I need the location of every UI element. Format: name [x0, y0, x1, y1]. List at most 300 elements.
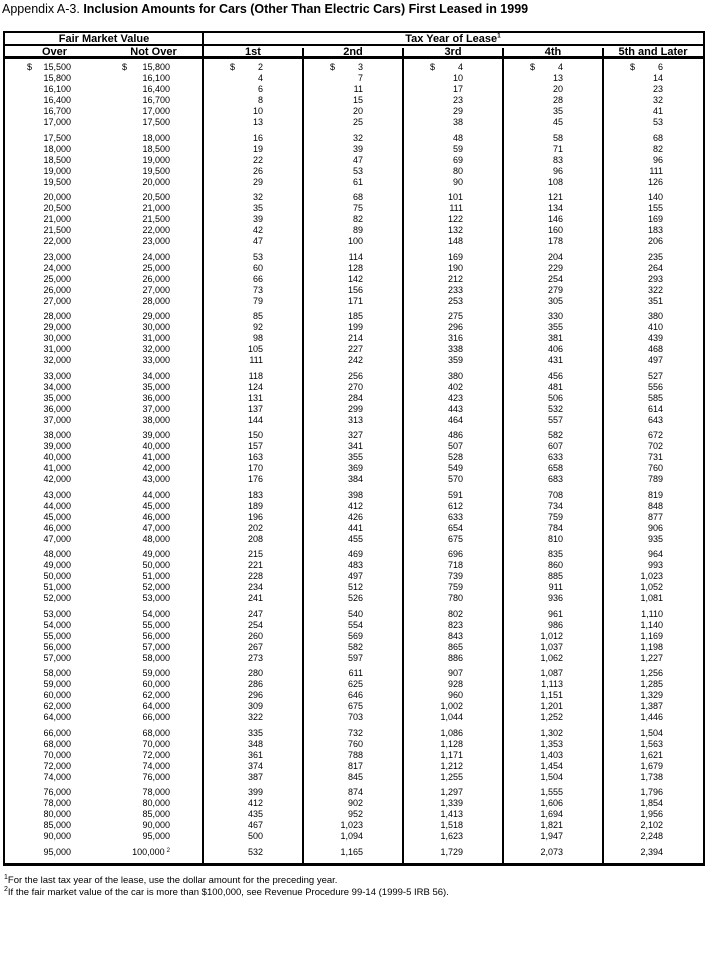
tax-amount-cell	[603, 344, 703, 355]
over-cell	[5, 430, 104, 441]
tax-amount-cell	[503, 117, 603, 128]
cell-value: 467	[247, 820, 263, 830]
cell-value: 361	[247, 749, 263, 760]
cell-value: 527	[647, 370, 663, 381]
not-over-cell	[104, 117, 203, 128]
cell-value: 23	[452, 95, 463, 105]
cell-value: 2,248	[640, 831, 663, 841]
tax-amount-cell	[403, 177, 503, 188]
not-over-cell	[104, 225, 203, 236]
cell-value: 221	[247, 560, 263, 570]
cell-value: 40,000	[142, 441, 170, 451]
not-over-cell	[104, 679, 203, 690]
cell-value: 199	[347, 322, 363, 332]
cell-value: 2,102	[640, 820, 663, 830]
cell-value: 1,297	[440, 787, 463, 797]
cell-value: 355	[347, 452, 363, 462]
tax-amount-cell	[603, 106, 703, 117]
cell-value: 66	[252, 273, 263, 284]
cell-value: 58	[552, 132, 563, 143]
cell-value: 1,353	[540, 738, 563, 749]
tax-amount-cell	[403, 593, 503, 604]
cell-value: 22	[252, 154, 263, 165]
over-cell	[5, 296, 104, 307]
cell-value: 16,700	[142, 95, 170, 105]
cell-value: 1,227	[640, 652, 663, 663]
cell-value: 82	[352, 214, 363, 224]
tax-amount-cell	[203, 430, 303, 441]
cell-value: 17,500	[142, 117, 170, 127]
cell-value: 82	[652, 143, 663, 154]
table-row	[5, 701, 703, 712]
cell-value: 348	[247, 738, 263, 749]
cell-value: 51,000	[142, 571, 170, 581]
cell-value: 49,000	[142, 549, 170, 559]
cell-value: 21,000	[43, 214, 71, 224]
over-cell	[5, 106, 104, 117]
cell-value: 19,000	[142, 154, 170, 165]
cell-value: 591	[447, 489, 463, 500]
row-group	[5, 609, 703, 664]
tax-amount-cell	[503, 144, 603, 155]
not-over-cell	[104, 393, 203, 404]
cell-value: 11	[353, 84, 363, 94]
cell-value: 439	[647, 333, 663, 343]
cell-value: 468	[647, 344, 663, 354]
tax-amount-cell	[503, 177, 603, 188]
cell-value: 4	[257, 73, 263, 83]
cell-value: 582	[547, 430, 563, 440]
tax-amount-cell	[203, 787, 303, 798]
cell-value: 46,000	[43, 522, 71, 533]
cell-value: 26,000	[43, 284, 71, 295]
cell-value: 170	[247, 463, 263, 473]
table-row	[5, 225, 703, 236]
cell-value: 355	[547, 322, 563, 332]
cell-value: 242	[347, 355, 363, 365]
row-group	[5, 311, 703, 366]
over-cell	[5, 62, 104, 73]
tax-amount-cell	[203, 739, 303, 750]
tax-amount-cell	[603, 144, 703, 155]
cell-value: 718	[447, 560, 463, 570]
tax-amount-cell	[403, 296, 503, 307]
tax-amount-cell	[203, 452, 303, 463]
cell-value: 1,956	[640, 809, 663, 819]
over-cell	[5, 344, 104, 355]
tax-amount-cell	[503, 668, 603, 679]
tax-amount-cell	[503, 728, 603, 739]
tax-amount-cell	[503, 73, 603, 84]
tax-amount-cell	[403, 631, 503, 642]
over-cell	[5, 631, 104, 642]
tax-amount-cell	[203, 728, 303, 739]
tax-amount-cell	[203, 415, 303, 426]
cell-value: 156	[347, 284, 363, 295]
table-row	[5, 571, 703, 582]
column-divider	[602, 48, 604, 863]
tax-amount-cell	[503, 355, 603, 366]
over-cell	[5, 155, 104, 166]
cell-value: 299	[347, 403, 363, 414]
cell-value: 47,000	[43, 533, 71, 544]
table-header-row-1	[5, 33, 703, 46]
cell-value: 43,000	[142, 474, 170, 484]
cell-value: 64,000	[43, 712, 71, 722]
over-cell	[5, 236, 104, 247]
cell-value: 83	[552, 154, 563, 165]
table-row	[5, 192, 703, 203]
cell-value: 322	[247, 712, 263, 722]
cell-value: 819	[647, 489, 663, 500]
tax-amount-cell	[303, 404, 403, 415]
cell-value: 54,000	[142, 608, 170, 619]
cell-value: 759	[447, 582, 463, 592]
tax-amount-cell	[603, 203, 703, 214]
not-over-cell	[104, 236, 203, 247]
tax-amount-cell	[203, 144, 303, 155]
cell-value: 208	[247, 533, 263, 544]
cell-value: 85,000	[142, 809, 170, 819]
tax-amount-cell	[203, 501, 303, 512]
cell-value: 142	[347, 273, 363, 284]
tax-amount-cell	[503, 690, 603, 701]
cell-value: 228	[247, 571, 263, 581]
cell-value: 50,000	[43, 571, 71, 581]
cell-value: 1,062	[540, 652, 563, 663]
tax-amount-cell	[403, 322, 503, 333]
cell-value: 952	[347, 809, 363, 819]
cell-value: 155	[647, 203, 663, 213]
cell-value: 57,000	[43, 652, 71, 663]
cell-value: 74,000	[43, 771, 71, 782]
cell-value: 1,854	[640, 798, 663, 808]
not-over-cell	[104, 73, 203, 84]
over-cell	[5, 285, 104, 296]
cell-value: 381	[547, 333, 563, 343]
tax-amount-cell	[203, 192, 303, 203]
cell-value: 387	[247, 771, 263, 782]
table-row	[5, 593, 703, 604]
cell-value: 30,000	[43, 333, 71, 343]
tax-amount-cell	[403, 798, 503, 809]
cell-value: 20	[552, 84, 563, 94]
cell-value: 30,000	[142, 322, 170, 332]
tax-amount-cell	[203, 690, 303, 701]
cell-value: 53	[652, 117, 663, 127]
cell-value: 80	[452, 165, 463, 176]
tax-amount-cell	[503, 225, 603, 236]
table-row	[5, 393, 703, 404]
tax-amount-cell	[203, 847, 303, 858]
cell-value: 703	[347, 712, 363, 722]
tax-amount-cell	[603, 653, 703, 664]
cell-value: 27,000	[43, 295, 71, 306]
cell-value: 313	[347, 414, 363, 425]
cell-value: 1,694	[540, 809, 563, 819]
tax-amount-cell	[303, 274, 403, 285]
tax-amount-cell	[303, 452, 403, 463]
tax-amount-cell	[403, 679, 503, 690]
not-over-cell	[104, 263, 203, 274]
dollar-sign: $	[230, 62, 236, 72]
cell-value: 426	[347, 511, 363, 522]
cell-value: 760	[647, 463, 663, 473]
cell-value: 1,563	[640, 738, 663, 749]
cell-value: 176	[247, 474, 263, 484]
not-over-cell	[104, 534, 203, 545]
tax-amount-cell	[503, 393, 603, 404]
tax-amount-cell	[203, 831, 303, 842]
tax-amount-cell	[303, 166, 403, 177]
cell-value: 14	[652, 73, 663, 83]
cell-value: 35,000	[43, 392, 71, 403]
over-cell	[5, 84, 104, 95]
table-row	[5, 474, 703, 485]
cell-value: 554	[347, 619, 363, 630]
cell-value: 1,796	[640, 787, 663, 797]
cell-value: 53	[352, 165, 363, 176]
cell-value: 96	[552, 165, 563, 176]
tax-amount-cell	[403, 512, 503, 523]
tax-amount-cell	[503, 214, 603, 225]
tax-amount-cell	[503, 274, 603, 285]
tax-amount-cell	[603, 831, 703, 842]
cell-value: 823	[447, 619, 463, 630]
tax-amount-cell	[203, 820, 303, 831]
cell-value: 59,000	[43, 679, 71, 689]
cell-value: 42	[252, 225, 263, 235]
cell-value: 72,000	[142, 749, 170, 760]
cell-value: 380	[647, 311, 663, 321]
tax-amount-cell	[203, 62, 303, 73]
cell-value: 85	[252, 311, 263, 321]
tax-amount-cell	[403, 95, 503, 106]
not-over-cell	[104, 415, 203, 426]
tax-amount-cell	[303, 701, 403, 712]
tax-amount-cell	[603, 620, 703, 631]
cell-value: 431	[547, 355, 563, 365]
cell-value: 843	[447, 630, 463, 641]
cell-value: 132	[447, 225, 463, 235]
tax-year-of-lease-label: Tax Year of Lease	[405, 33, 498, 45]
cell-value: 38,000	[43, 430, 71, 440]
cell-value: 41	[652, 106, 663, 116]
not-over-cell	[104, 549, 203, 560]
tax-amount-cell	[603, 761, 703, 772]
not-over-cell	[104, 463, 203, 474]
row-group	[5, 728, 703, 783]
cell-value: 49,000	[43, 560, 71, 570]
cell-value: 17	[452, 84, 463, 94]
cell-value: 39,000	[43, 441, 71, 451]
tax-amount-cell	[603, 382, 703, 393]
cell-value: 96	[652, 154, 663, 165]
cell-value: 66,000	[43, 727, 71, 738]
tax-amount-cell	[303, 155, 403, 166]
tax-amount-cell	[203, 133, 303, 144]
tax-amount-cell	[203, 809, 303, 820]
tax-amount-cell	[403, 690, 503, 701]
cell-value: 406	[547, 344, 563, 354]
footnote-text: If the fair market value of the car is more than $100,000, see Revenue Procedure 99-14 (1999-5 IRB 56).	[7, 886, 449, 898]
cell-value: 17,500	[43, 132, 71, 143]
tax-amount-cell	[203, 214, 303, 225]
over-column-header: Over	[41, 46, 68, 58]
cell-value: 672	[647, 430, 663, 440]
cell-value: 16,700	[43, 106, 71, 116]
tax-amount-cell	[603, 523, 703, 534]
tax-amount-cell	[503, 571, 603, 582]
over-cell	[5, 311, 104, 322]
tax-amount-cell	[503, 95, 603, 106]
tax-amount-cell	[303, 728, 403, 739]
cell-value: 215	[247, 549, 263, 559]
cell-value: 1,012	[540, 630, 563, 641]
not-over-cell	[104, 653, 203, 664]
cell-value: 1,621	[640, 749, 663, 760]
not-over-cell	[104, 144, 203, 155]
cell-value: 28	[552, 95, 563, 105]
cell-value: 126	[647, 176, 663, 187]
not-over-cell	[104, 809, 203, 820]
tax-amount-cell	[303, 415, 403, 426]
tax-amount-cell	[203, 225, 303, 236]
cell-value: 45	[552, 117, 563, 127]
tax-amount-cell	[503, 609, 603, 620]
cell-value: 235	[647, 251, 663, 262]
cell-value: 16	[252, 132, 263, 143]
tax-amount-cell	[303, 263, 403, 274]
cell-value: 21,500	[43, 225, 71, 235]
cell-value: 24,000	[43, 262, 71, 273]
cell-value: 279	[547, 284, 563, 295]
cell-value: 780	[447, 593, 463, 603]
cell-value: 137	[247, 403, 263, 414]
not-over-cell	[104, 831, 203, 842]
tax-amount-cell	[303, 847, 403, 858]
tax-year-of-lease-header	[203, 33, 703, 44]
not-over-cell	[104, 285, 203, 296]
cell-value: 500	[247, 831, 263, 841]
tax-amount-cell	[403, 668, 503, 679]
tax-amount-cell	[503, 84, 603, 95]
tax-amount-cell	[203, 95, 303, 106]
over-cell	[5, 772, 104, 783]
tax-amount-cell	[403, 441, 503, 452]
table-row	[5, 84, 703, 95]
cell-value: 70,000	[142, 738, 170, 749]
cell-value: 964	[647, 549, 663, 559]
tax-amount-cell	[503, 430, 603, 441]
fair-market-value-header: Fair Market Value	[58, 33, 150, 45]
cell-value: 25	[352, 117, 363, 127]
cell-value: 254	[247, 619, 263, 630]
cell-value: 233	[447, 284, 463, 295]
cell-value: 309	[247, 701, 263, 711]
cell-value: 569	[347, 630, 363, 641]
cell-value: 316	[447, 333, 463, 343]
table-row	[5, 73, 703, 84]
cell-value: 13	[252, 117, 263, 127]
tax-amount-cell	[403, 236, 503, 247]
over-cell	[5, 225, 104, 236]
table-row	[5, 809, 703, 820]
table-row	[5, 501, 703, 512]
cell-value: 986	[547, 619, 563, 630]
table-row	[5, 653, 703, 664]
cell-value: 100	[347, 236, 363, 246]
tax-amount-cell	[303, 750, 403, 761]
cell-value: 802	[447, 608, 463, 619]
cell-value: 556	[647, 381, 663, 392]
tax-amount-cell	[603, 571, 703, 582]
cell-value: 902	[347, 798, 363, 808]
tax-amount-cell	[303, 512, 403, 523]
cell-value: 1,151	[540, 690, 563, 700]
not-over-cell	[104, 798, 203, 809]
tax-amount-cell	[303, 252, 403, 263]
cell-value: 1,504	[540, 771, 563, 782]
cell-value: 134	[547, 203, 563, 213]
tax-amount-cell	[503, 333, 603, 344]
tax-amount-cell	[403, 653, 503, 664]
tax-amount-cell	[303, 820, 403, 831]
over-cell	[5, 593, 104, 604]
cell-value: 877	[647, 511, 663, 522]
cell-value: 80,000	[43, 809, 71, 819]
year-column-header-4th: 4th	[544, 46, 562, 58]
tax-amount-cell	[503, 263, 603, 274]
tax-amount-cell	[503, 679, 603, 690]
tax-amount-cell	[203, 463, 303, 474]
tax-amount-cell	[403, 285, 503, 296]
cell-value: 20	[352, 106, 363, 116]
tax-amount-cell	[603, 582, 703, 593]
cell-value: 20,500	[43, 203, 71, 213]
year-column-header-2nd: 2nd	[343, 46, 363, 58]
tax-amount-cell	[203, 679, 303, 690]
over-cell	[5, 690, 104, 701]
table-row	[5, 560, 703, 571]
tax-amount-cell	[203, 772, 303, 783]
over-cell	[5, 820, 104, 831]
cell-value: 1,518	[440, 820, 463, 830]
cell-value: 273	[247, 652, 263, 663]
tax-amount-cell	[203, 322, 303, 333]
dollar-sign: $	[530, 62, 536, 72]
over-cell	[5, 371, 104, 382]
tax-amount-cell	[303, 549, 403, 560]
tax-amount-cell	[603, 690, 703, 701]
cell-value: 1,198	[640, 641, 663, 652]
cell-value: 60,000	[43, 690, 71, 700]
cell-value: 111	[249, 355, 263, 365]
cell-value: 16,100	[43, 84, 71, 94]
cell-value: 464	[447, 414, 463, 425]
cell-value: 330	[547, 311, 563, 321]
cell-value: 708	[547, 489, 563, 500]
not-over-cell	[104, 582, 203, 593]
cell-value: 234	[247, 582, 263, 592]
over-cell	[5, 809, 104, 820]
cell-value: 60	[252, 262, 263, 273]
cell-value: 183	[247, 489, 263, 500]
tax-amount-cell	[403, 787, 503, 798]
cell-value: 885	[547, 571, 563, 581]
tax-amount-cell	[303, 430, 403, 441]
over-cell	[5, 739, 104, 750]
